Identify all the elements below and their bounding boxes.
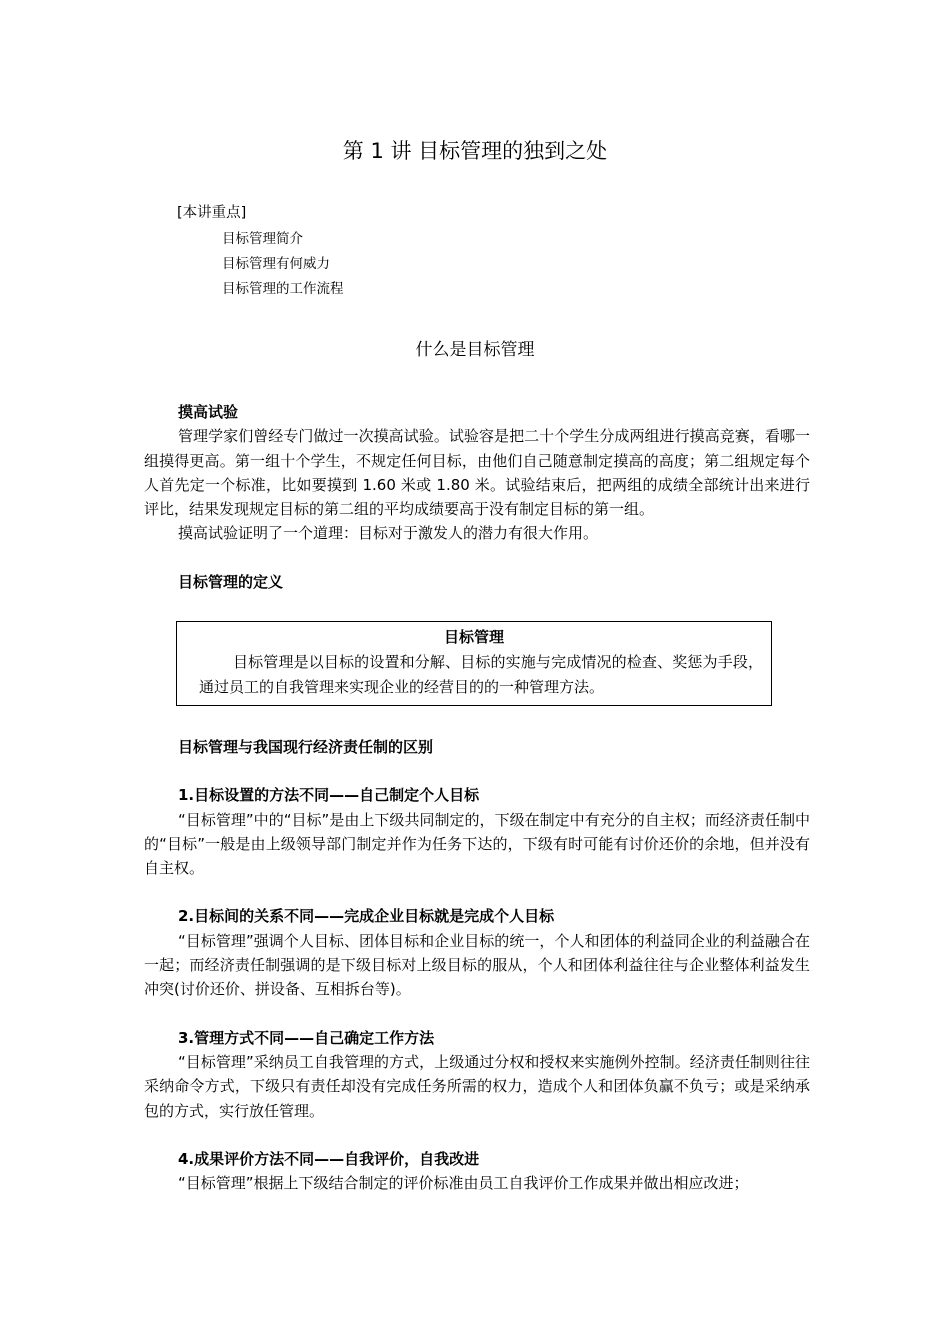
definition-heading: 目标管理的定义 xyxy=(178,572,284,591)
paragraph: “目标管理”采纳员工自我管理的方式，上级通过分权和授权来实施例外控制。经济责任制则往往采纳命令方式，下级只有责任却没有完成任务所需的权力，造成个人和团体负赢不负亏；或是采纳承包的方式，实行放任管理。 xyxy=(144,1052,810,1120)
key-point-item: 目标管理有何威力 xyxy=(222,256,330,272)
difference-heading: 目标管理与我国现行经济责任制的区别 xyxy=(178,738,434,756)
paragraph: “目标管理”强调个人目标、团体目标和企业目标的统一，个人和团体的利益同企业的利益融合在一起；而经济责任制强调的是下级目标对上级目标的服从，个人和团体利益往往与企业整体利益发生冲突(讨价还价、拼设备、互相拆台等)。 xyxy=(144,931,810,999)
definition-box xyxy=(176,621,772,706)
key-points-heading: [本讲重点] xyxy=(177,205,247,221)
paragraph: “目标管理”根据上下级结合制定的评价标准由员工自我评价工作成果并做出相应改进； xyxy=(178,1174,749,1193)
definition-box-text: 目标管理是以目标的设置和分解、目标的实施与完成情况的检查、奖惩为手段，通过员工的自我管理来实现企业的经营目的的一种管理方法。 xyxy=(199,653,763,696)
difference-point-title: 3.管理方式不同——自己确定工作方法 xyxy=(178,1028,435,1047)
lecture-title: 第 1 讲 目标管理的独到之处 xyxy=(342,139,608,163)
definition-box-title: 目标管理 xyxy=(443,628,504,646)
paragraph: 摸高试验证明了一个道理：目标对于激发人的潜力有很大作用。 xyxy=(178,524,599,543)
difference-point-title: 2.目标间的关系不同——完成企业目标就是完成个人目标 xyxy=(178,907,555,926)
difference-point-title: 1.目标设置的方法不同——自己制定个人目标 xyxy=(178,786,480,805)
key-point-item: 目标管理简介 xyxy=(222,231,303,247)
touch-test-heading: 摸高试验 xyxy=(178,403,239,421)
difference-section xyxy=(144,735,810,1195)
key-points-list xyxy=(222,227,344,302)
section-title: 什么是目标管理 xyxy=(415,340,535,360)
difference-point-title: 4.成果评价方法不同——自我评价，自我改进 xyxy=(178,1149,480,1168)
paragraph: 管理学家们曾经专门做过一次摸高试验。试验容是把二十个学生分成两组进行摸高竞赛，看哪一组摸得更高。第一组十个学生，不规定任何目标，由他们自己随意制定摸高的高度；第二组规定每个人首先定一个标准，比如要摸到 1.60 米或 1.80 米。试验结束后，把两组的成绩全部统计出来进行评比，结果发现规定目标的第二组的平均成绩要高于没有制定目标的第一组。 xyxy=(144,427,810,519)
touch-test-section xyxy=(144,400,810,594)
paragraph: “目标管理”中的“目标”是由上下级共同制定的，下级在制定中有充分的自主权；而经济责任制中的“目标”一般是由上级领导部门制定并作为任务下达的，下级有时可能有讨价还价的余地，但并没有自主权。 xyxy=(144,810,810,878)
key-point-item: 目标管理的工作流程 xyxy=(222,281,344,297)
